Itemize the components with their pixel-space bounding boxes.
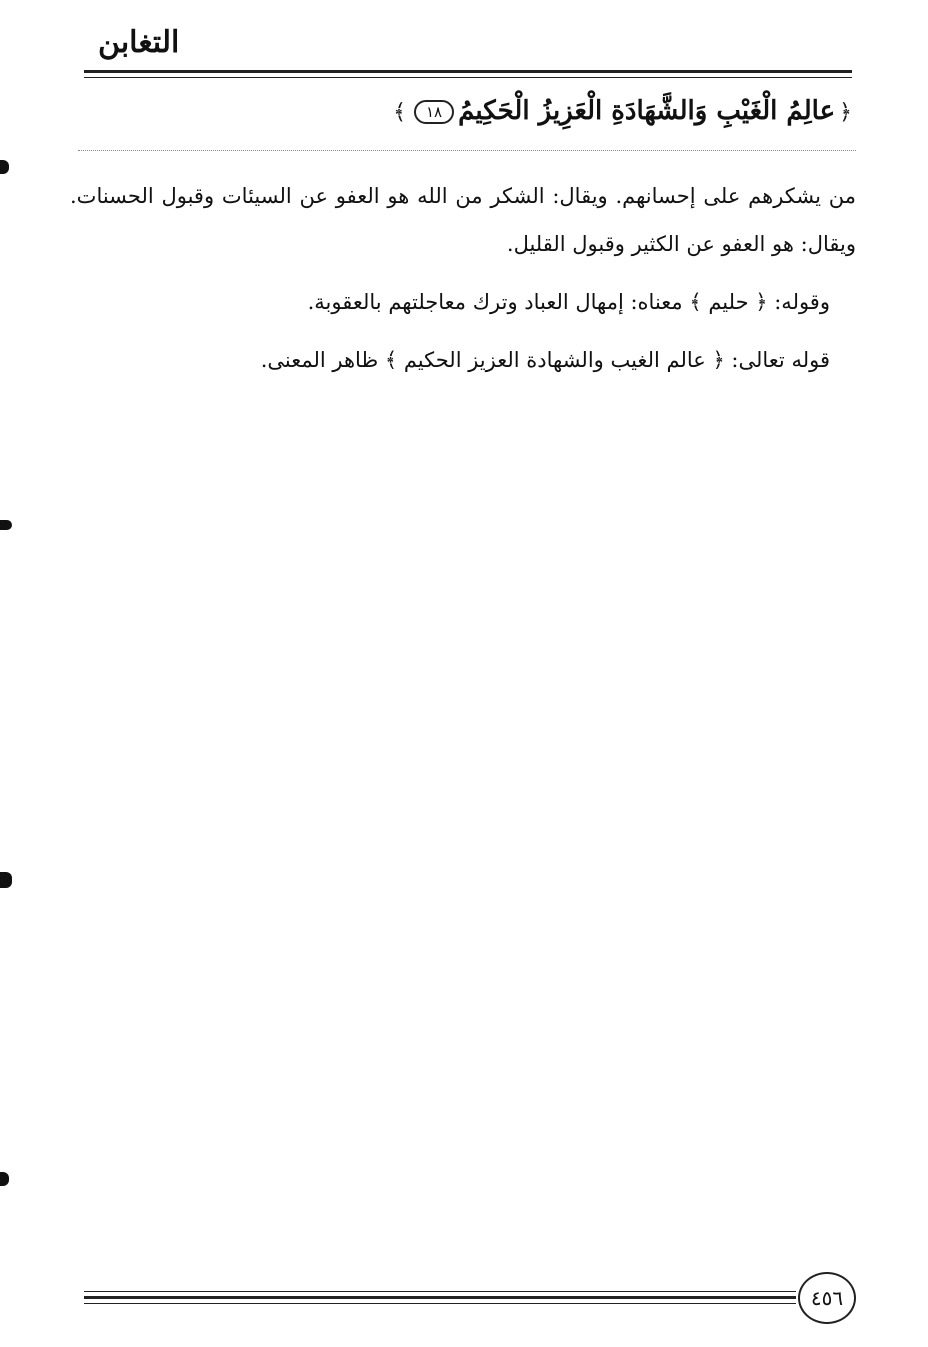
- footer-rule-bottom: [84, 1303, 796, 1304]
- scan-margin-mark: [0, 872, 12, 888]
- paragraph-3: قوله تعالى: ﴿ عالم الغيب والشهادة العزيز الحكيم ﴾ ظاهر المعنى.: [260, 348, 830, 372]
- page-number-badge: ٤٥٦: [798, 1272, 856, 1324]
- scan-margin-mark: [0, 520, 12, 530]
- footer-rule-middle: [84, 1296, 796, 1299]
- footer-rule-top: [84, 1291, 796, 1292]
- verse-heading: [96, 86, 856, 138]
- paragraph-2: وقوله: ﴿ حليم ﴾ معناه: إمهال العباد وترك معاجلتهم بالعقوبة.: [307, 290, 830, 314]
- verse-text: عالِمُ الْغَيْبِ وَالشَّهَادَةِ الْعَزِيزُ الْحَكِيمُ: [458, 96, 836, 126]
- verse-number-ornament: ١٨: [414, 100, 454, 124]
- running-head-surah-title: التغابن: [98, 25, 180, 60]
- paragraph-1: من يشكرهم على إحسانهم. ويقال: الشكر من الله هو العفو عن السيئات وقبول الحسنات. ويقال: هو العفو عن الكثير وقبول القليل.: [70, 184, 856, 256]
- scan-margin-mark: [0, 160, 9, 174]
- heading-dotted-divider: [78, 150, 856, 151]
- commentary-body: [70, 172, 856, 394]
- scan-margin-mark: [0, 1172, 9, 1186]
- verse-open-bracket: ﴿: [839, 100, 852, 125]
- verse-close-bracket: ﴾: [393, 100, 406, 125]
- header-rule-thin: [84, 77, 852, 78]
- header-rule-thick: [84, 70, 852, 73]
